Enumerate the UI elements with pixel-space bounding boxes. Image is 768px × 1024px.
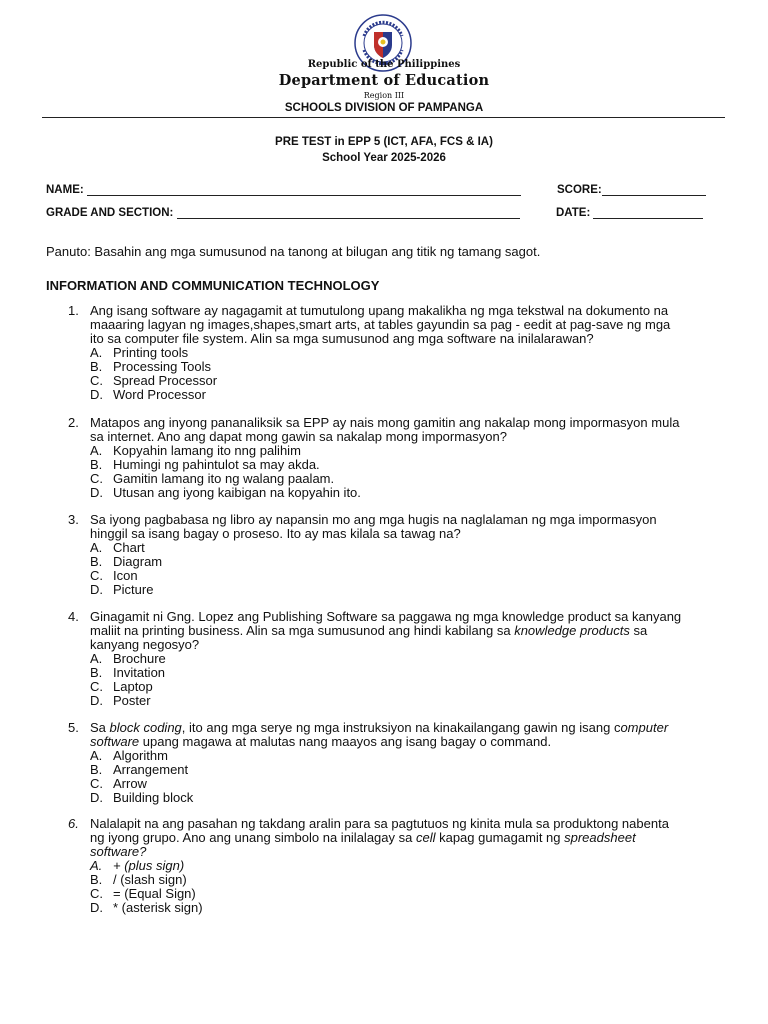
choice-c[interactable] xyxy=(90,374,718,388)
question-4 xyxy=(68,610,718,708)
choice-c[interactable] xyxy=(90,680,718,694)
choice-text: Spread Processor xyxy=(113,373,218,388)
date-blank[interactable] xyxy=(593,205,703,219)
choice-text: + (plus sign) xyxy=(113,858,185,873)
choice-text: Chart xyxy=(113,540,145,555)
choice-d[interactable] xyxy=(90,694,718,708)
choice-c[interactable] xyxy=(90,887,718,901)
question-line: hinggil sa isang bagay o proseso. Ito ay mas kilala sa tawag na? xyxy=(90,526,461,541)
republic-heading: Republic of the Philippines xyxy=(307,59,461,70)
choice-letter: B. xyxy=(90,359,103,374)
choice-d[interactable] xyxy=(90,388,718,402)
choice-letter: A. xyxy=(90,651,103,666)
choice-b[interactable] xyxy=(90,555,718,569)
choice-letter: C. xyxy=(90,886,103,901)
choice-b[interactable] xyxy=(90,763,718,777)
choice-b[interactable] xyxy=(90,360,718,374)
choice-text: Picture xyxy=(113,582,154,597)
choice-text: Printing tools xyxy=(113,345,189,360)
choice-text: Poster xyxy=(113,693,151,708)
choice-b[interactable] xyxy=(90,873,718,887)
question-text xyxy=(90,513,718,541)
choice-list xyxy=(90,859,718,915)
choice-a[interactable] xyxy=(90,749,718,763)
header-divider xyxy=(42,117,725,118)
question-text xyxy=(90,817,718,859)
choice-text: Arrow xyxy=(113,776,147,791)
question-line: software? xyxy=(90,844,147,859)
question-5 xyxy=(68,721,718,805)
choice-text: Humingi ng pahintulot sa may akda. xyxy=(113,457,320,472)
question-line: Matapos ang inyong pananaliksik sa EPP ay nais mong gamitin ang nakalap mong impormasyon mula xyxy=(90,415,680,430)
question-line: sa internet. Ano ang dapat mong gawin sa nakalap mong impormasyon? xyxy=(90,429,507,444)
question-line: Sa iyong pagbabasa ng libro ay napansin mo ang mga hugis na naglalaman ng mga impormasyon xyxy=(90,512,657,527)
choice-text: = (Equal Sign) xyxy=(113,886,196,901)
choice-letter: B. xyxy=(90,554,103,569)
choice-text: Brochure xyxy=(113,651,166,666)
choice-list xyxy=(90,444,718,500)
choice-text: / (slash sign) xyxy=(113,872,187,887)
choice-letter: A. xyxy=(90,540,103,555)
choice-letter: D. xyxy=(90,387,103,402)
choice-letter: B. xyxy=(90,762,103,777)
choice-letter: A. xyxy=(90,345,103,360)
question-line xyxy=(90,721,718,735)
question-line xyxy=(90,831,718,845)
choice-letter: D. xyxy=(90,693,103,708)
score-field-row xyxy=(557,182,706,196)
choice-text: Icon xyxy=(113,568,138,583)
choice-a[interactable] xyxy=(90,652,718,666)
italic-term: spreadsheet xyxy=(564,830,636,845)
name-field-row xyxy=(46,182,521,196)
choice-d[interactable] xyxy=(90,901,718,915)
question-text xyxy=(90,610,718,652)
question-1 xyxy=(68,304,718,402)
italic-term: cell xyxy=(415,830,436,845)
choice-text: Arrangement xyxy=(113,762,189,777)
question-number: 2. xyxy=(68,415,79,430)
choice-text: Processing Tools xyxy=(113,359,212,374)
question-number: 1. xyxy=(68,303,79,318)
division-label: SCHOOLS DIVISION OF PAMPANGA xyxy=(284,102,484,114)
question-line: kanyang negosyo? xyxy=(90,637,200,652)
grade-section-label: GRADE AND SECTION: xyxy=(46,207,177,219)
instructions: Panuto: Basahin ang mga sumusunod na tanong at bilugan ang titik ng tamang sagot. xyxy=(46,244,541,259)
question-number: 6. xyxy=(68,816,79,831)
choice-letter: D. xyxy=(90,485,103,500)
choice-letter: D. xyxy=(90,900,103,915)
choice-text: Word Processor xyxy=(113,387,206,402)
choice-list xyxy=(90,541,718,597)
choice-d[interactable] xyxy=(90,791,718,805)
choice-letter: A. xyxy=(90,748,103,763)
choice-list xyxy=(90,652,718,708)
choice-a[interactable] xyxy=(90,541,718,555)
region-label: Region III xyxy=(363,91,405,100)
test-title: PRE TEST in EPP 5 (ICT, AFA, FCS & IA) xyxy=(275,136,493,148)
italic-term: omputer xyxy=(620,720,669,735)
grade-field-row xyxy=(46,205,520,219)
choice-c[interactable] xyxy=(90,777,718,791)
choice-a[interactable] xyxy=(90,444,718,458)
question-number: 3. xyxy=(68,512,79,527)
choice-c[interactable] xyxy=(90,569,718,583)
question-text-segment: maliit na printing business. Alin sa mga sumusunod ang hindi kabilang sa xyxy=(90,623,515,638)
question-line: Ang isang software ay nagagamit at tumutulong upang makalikha ng mga tekstwal na dokumento na xyxy=(90,303,669,318)
choice-c[interactable] xyxy=(90,472,718,486)
grade-section-blank[interactable] xyxy=(177,205,520,219)
section-title: INFORMATION AND COMMUNICATION TECHNOLOGY xyxy=(46,278,380,293)
question-text-segment: , ito ang mga serye ng mga instruksiyon na kinakailangang gawin ng isang c xyxy=(181,720,621,735)
question-text xyxy=(90,416,718,444)
choice-letter: B. xyxy=(90,872,103,887)
question-text-segment: kapag gumagamit ng xyxy=(435,830,565,845)
question-line: Nalalapit na ang pasahan ng takdang aralin para sa pagtutuos ng kinita mula sa produktong nabenta xyxy=(90,816,669,831)
choice-text: Utusan ang iyong kaibigan na kopyahin ito. xyxy=(113,485,361,500)
choice-letter: A. xyxy=(90,858,103,873)
choice-letter: A. xyxy=(90,443,103,458)
choice-letter: B. xyxy=(90,665,103,680)
choice-text: Algorithm xyxy=(113,748,168,763)
choice-list xyxy=(90,346,718,402)
choice-list xyxy=(90,749,718,805)
choice-letter: C. xyxy=(90,679,103,694)
choice-letter: C. xyxy=(90,776,103,791)
choice-text: * (asterisk sign) xyxy=(113,900,203,915)
choice-letter: C. xyxy=(90,568,103,583)
question-2 xyxy=(68,416,718,500)
question-text-segment: ng iyong grupo. Ano ang unang simbolo na inilalagay sa xyxy=(90,830,416,845)
question-text xyxy=(90,721,718,749)
question-line: Ginagamit ni Gng. Lopez ang Publishing Software sa paggawa ng mga knowledge product sa kanyang xyxy=(90,609,682,624)
choice-letter: D. xyxy=(90,582,103,597)
choice-a[interactable] xyxy=(90,859,718,873)
question-text-segment: Sa xyxy=(90,720,110,735)
score-label: SCORE: xyxy=(557,184,602,196)
question-6 xyxy=(68,817,718,915)
name-label: NAME: xyxy=(46,184,87,196)
italic-term: block coding xyxy=(109,720,182,735)
italic-term: knowledge products xyxy=(514,623,630,638)
italic-term: software xyxy=(90,734,140,749)
question-text-segment: sa xyxy=(629,623,648,638)
choice-letter: D. xyxy=(90,790,103,805)
score-blank[interactable] xyxy=(602,182,706,196)
question-number: 5. xyxy=(68,720,79,735)
question-line: maaaring lagyan ng images,shapes,smart arts, at tables gayundin sa pag - eedit at pag-save ng mga xyxy=(90,317,671,332)
choice-letter: C. xyxy=(90,471,103,486)
question-line xyxy=(90,735,718,749)
question-3 xyxy=(68,513,718,597)
choice-text: Kopyahin lamang ito nng palihim xyxy=(113,443,301,458)
choice-d[interactable] xyxy=(90,583,718,597)
school-year: School Year 2025-2026 xyxy=(322,152,446,164)
choice-text: Laptop xyxy=(113,679,153,694)
question-number: 4. xyxy=(68,609,79,624)
choice-d[interactable] xyxy=(90,486,718,500)
question-text-segment: upang magawa at malutas nang maayos ang isang bagay o command. xyxy=(139,734,552,749)
choice-b[interactable] xyxy=(90,666,718,680)
question-line: ito sa computer file system. Alin sa mga sumusunod ang mga software na inilalarawan? xyxy=(90,331,594,346)
choice-letter: B. xyxy=(90,457,103,472)
choice-text: Building block xyxy=(113,790,194,805)
choice-b[interactable] xyxy=(90,458,718,472)
choice-text: Invitation xyxy=(113,665,166,680)
question-text xyxy=(90,304,718,346)
choice-letter: C. xyxy=(90,373,103,388)
date-label: DATE: xyxy=(556,207,594,219)
date-field-row xyxy=(556,205,703,219)
choice-text: Gamitin lamang ito ng walang paalam. xyxy=(113,471,335,486)
choice-a[interactable] xyxy=(90,346,718,360)
department-heading: Department of Education xyxy=(278,72,490,89)
choice-text: Diagram xyxy=(113,554,163,569)
name-blank[interactable] xyxy=(87,182,521,196)
question-line xyxy=(90,624,718,638)
